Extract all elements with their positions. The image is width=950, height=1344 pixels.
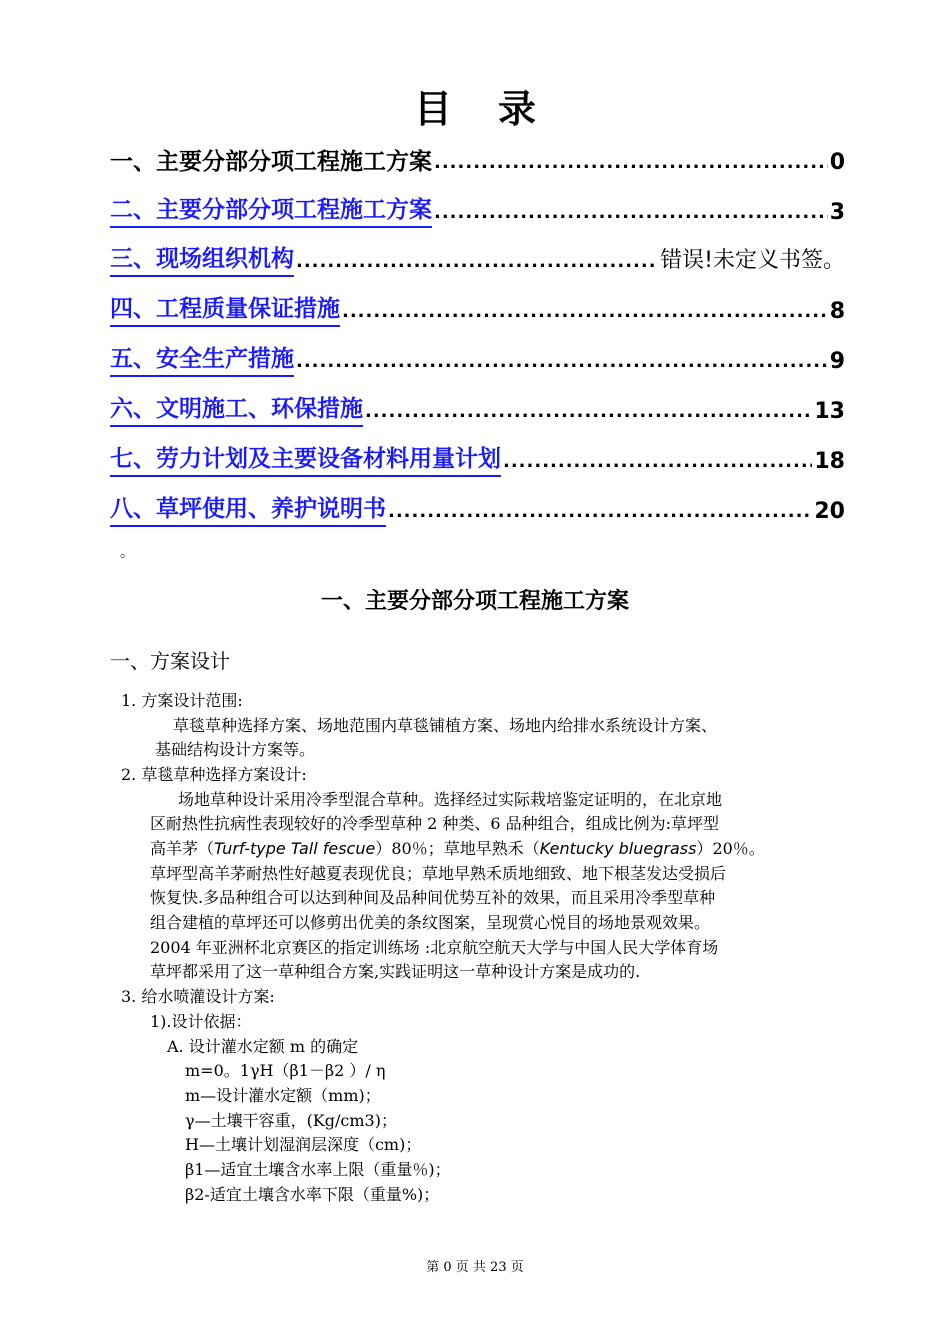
paragraph-line: 草坪型高羊茅耐热性好越夏表现优良；草地早熟禾质地细致、地下根茎发达受损后 (150, 864, 727, 883)
sub-item-title: 1).设计依据： (150, 1012, 252, 1031)
paragraph-line: 草坪都采用了这一草种组合方案,实践证明这一草种设计方案是成功的. (150, 962, 641, 981)
toc-entry-4[interactable] (110, 291, 845, 327)
toc-page-number: 20 (814, 499, 845, 524)
text-fragment: 高羊茅（ (150, 839, 215, 858)
trailing-mark: 。 (120, 545, 134, 561)
toc-entry-link[interactable]: 二、主要分部分项工程施工方案 (110, 191, 432, 228)
definition-line: H—土壤计划湿润层深度（cm)； (185, 1135, 422, 1154)
toc-page-error: 错误!未定义书签。 (660, 248, 845, 273)
paragraph-line: 2004 年亚洲杯北京赛区的指定训练场 :北京航空航天大学与中国人民大学体育场 (150, 938, 719, 957)
sub-sub-item-title: A. 设计灌水定额 m 的确定 (167, 1037, 359, 1056)
toc-entry-link[interactable]: 八、草坪使用、养护说明书 (110, 490, 386, 527)
definition-line: β2-适宜土壤含水率下限（重量%)； (185, 1185, 440, 1204)
toc-entry-label: 一、主要分部分项工程施工方案 (110, 149, 432, 175)
toc-entry-2[interactable] (110, 192, 845, 228)
paragraph-line: 组合建植的草坪还可以修剪出优美的条纹图案，呈现赏心悦目的场地景观效果。 (150, 913, 711, 932)
latin-name: Kentucky bluegrass (539, 839, 697, 858)
toc-entry-7[interactable] (110, 441, 845, 477)
item-3-title: 3. 给水喷灌设计方案: (121, 987, 275, 1006)
toc-page-number: 13 (814, 399, 845, 424)
toc-leader-dots (342, 301, 828, 322)
toc-entry-8[interactable] (110, 491, 845, 527)
toc-page-number: 8 (829, 299, 845, 324)
toc-page-number: 3 (829, 200, 845, 225)
latin-name: Turf-type Tall fescue (214, 839, 376, 858)
paragraph-line: 区耐热性抗病性表现较好的冷季型草种 2 种类、6 品种组合，组成比例为:草坪型 (150, 814, 720, 833)
toc-entry-3[interactable] (110, 241, 845, 277)
definition-line: γ—土壤干容重，(Kg/cm3)； (185, 1111, 397, 1130)
text-fragment: ）20％。 (696, 839, 765, 858)
item-1-title: 1. 方案设计范围: (121, 691, 243, 710)
formula: m=0。1γH（β1－β2 ）/ η (185, 1061, 386, 1080)
paragraph-line: 场地草种设计采用冷季型混合草种。选择经过实际栽培鉴定证明的，在北京地 (178, 790, 723, 809)
paragraph-line: 恢复快.多品种组合可以达到种间及品种间优势互补的效果，而且采用冷季型草种 (150, 888, 716, 907)
paragraph-line: 草毯草种选择方案、场地范围内草毯铺植方案、场地内给排水系统设计方案、 (173, 716, 718, 735)
paragraph-line: 基础结构设计方案等。 (155, 740, 316, 759)
toc-leader-dots (503, 451, 812, 472)
toc-leader-dots (296, 251, 658, 272)
item-2-title: 2. 草毯草种选择方案设计: (121, 765, 307, 784)
toc-entry-5[interactable] (110, 341, 845, 377)
toc-leader-dots (388, 501, 812, 522)
toc-page-number: 0 (829, 150, 845, 175)
toc-leader-dots (434, 202, 828, 223)
definition-line: β1—适宜土壤含水率上限（重量％)； (185, 1160, 451, 1179)
toc-leader-dots (365, 401, 812, 422)
sub-heading: 一、方案设计 (110, 649, 230, 673)
toc-entry-link[interactable]: 五、安全生产措施 (110, 340, 294, 377)
toc-page-number: 18 (814, 449, 845, 474)
definition-line: m—设计灌水定额（mm)； (185, 1086, 381, 1105)
toc-entry-link[interactable]: 七、劳力计划及主要设备材料用量计划 (110, 440, 501, 477)
page-footer: 第 0 页 共 23 页 (426, 1260, 524, 1275)
toc-page-number: 9 (829, 349, 845, 374)
toc-entry-link[interactable]: 四、工程质量保证措施 (110, 290, 340, 327)
toc-entry-6[interactable] (110, 391, 845, 427)
section-heading: 一、主要分部分项工程施工方案 (320, 589, 629, 614)
paragraph-line-with-latin (150, 837, 765, 862)
toc-entry-link[interactable]: 三、现场组织机构 (110, 240, 294, 277)
toc-entry-link[interactable]: 六、文明施工、环保措施 (110, 390, 363, 427)
toc-title: 目录 (413, 87, 582, 131)
toc-leader-dots (296, 351, 828, 372)
toc-entry-1[interactable] (110, 142, 845, 178)
text-fragment: ）80％；草地早熟禾（ (375, 839, 540, 858)
toc-leader-dots (434, 152, 828, 173)
